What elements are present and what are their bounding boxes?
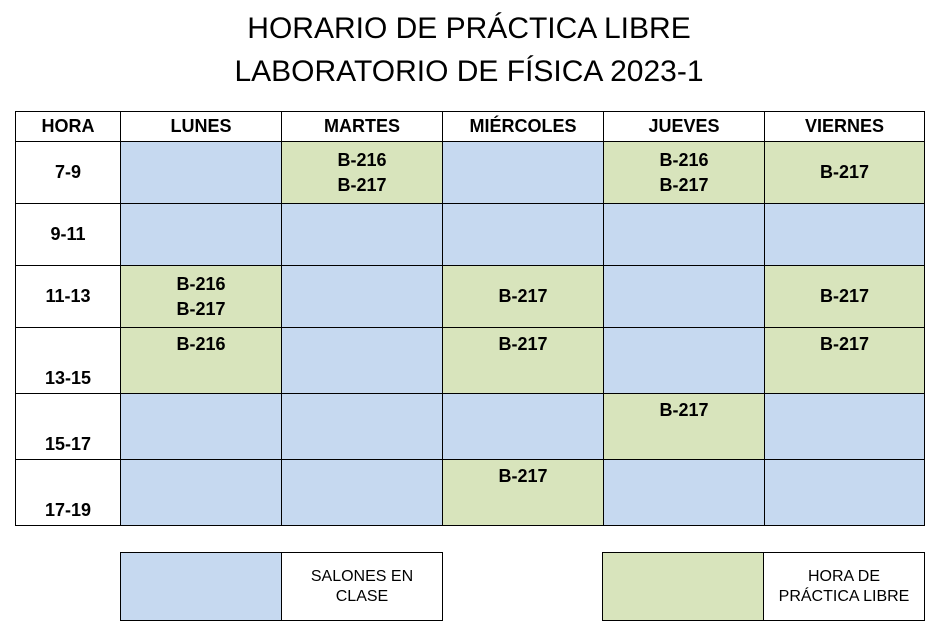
slot-martes-class [282, 460, 443, 526]
slot-lunes-class [121, 460, 282, 526]
room-label: B-216 [659, 149, 709, 170]
slot-jueves-free-practice [604, 394, 765, 460]
room-label: B-217 [498, 334, 548, 354]
slot-lunes-class [121, 204, 282, 266]
hour-cell: 13-15 [16, 328, 121, 394]
slot-lunes-class [121, 142, 282, 204]
header-miercoles: MIÉRCOLES [443, 112, 604, 142]
schedule-row [16, 328, 925, 394]
slot-martes-class [282, 266, 443, 328]
slot-miercoles-free-practice [443, 460, 604, 526]
room-label: B-217 [819, 162, 870, 182]
slot-jueves-class [604, 266, 765, 328]
slot-martes-class [282, 328, 443, 394]
hour-cell: 11-13 [16, 266, 121, 328]
slot-lunes-free-practice [121, 266, 282, 328]
room-label: B-216 [337, 149, 387, 170]
header-viernes: VIERNES [765, 112, 925, 142]
slot-viernes-class [765, 204, 925, 266]
room-label: B-217 [819, 334, 870, 354]
header-jueves: JUEVES [604, 112, 765, 142]
slot-jueves-free-practice [604, 142, 765, 204]
slot-viernes-free-practice [765, 328, 925, 394]
legend-free-label-line-2: PRÁCTICA LIBRE [778, 587, 910, 605]
slot-miercoles-class [443, 142, 604, 204]
slot-viernes-free-practice [765, 142, 925, 204]
slot-martes-free-practice [282, 142, 443, 204]
slot-miercoles-free-practice [443, 266, 604, 328]
hour-cell: 17-19 [16, 460, 121, 526]
schedule-row [16, 266, 925, 328]
room-label: B-217 [819, 286, 870, 306]
room-label: B-216 [176, 273, 226, 294]
title-line-1: HORARIO DE PRÁCTICA LIBRE [247, 12, 691, 45]
room-label: B-217 [498, 466, 548, 486]
header-row [16, 112, 925, 142]
slot-miercoles-class [443, 394, 604, 460]
hour-cell: 15-17 [16, 394, 121, 460]
schedule-row [16, 460, 925, 526]
header-martes: MARTES [282, 112, 443, 142]
title-line-2: LABORATORIO DE FÍSICA 2023-1 [234, 55, 704, 88]
header-hora: HORA [16, 112, 121, 142]
schedule-row [16, 142, 925, 204]
legend-free-swatch [603, 553, 764, 620]
room-label: B-217 [176, 298, 226, 319]
schedule-row [16, 204, 925, 266]
slot-viernes-class [765, 460, 925, 526]
legend-class-hours [120, 552, 443, 621]
slot-jueves-class [604, 328, 765, 394]
legend-class-label [282, 553, 442, 620]
room-label: B-217 [659, 174, 709, 195]
room-label: B-217 [659, 400, 709, 420]
legend-class-label-line-1: SALONES EN [310, 567, 414, 585]
slot-lunes-class [121, 394, 282, 460]
room-label: B-216 [176, 334, 226, 354]
legend-free-label [764, 553, 924, 620]
slot-lunes-free-practice [121, 328, 282, 394]
slot-martes-class [282, 204, 443, 266]
legend-free-practice [602, 552, 925, 621]
schedule-body [16, 142, 925, 526]
slot-viernes-class [765, 394, 925, 460]
slot-miercoles-class [443, 204, 604, 266]
slot-jueves-class [604, 204, 765, 266]
legend-free-label-line-1: HORA DE [807, 567, 880, 585]
slot-miercoles-free-practice [443, 328, 604, 394]
hour-cell: 7-9 [16, 142, 121, 204]
header-lunes: LUNES [121, 112, 282, 142]
schedule-row [16, 394, 925, 460]
hour-cell: 9-11 [16, 204, 121, 266]
schedule-table [15, 111, 925, 526]
legend-class-swatch [121, 553, 282, 620]
room-label: B-217 [498, 286, 548, 306]
legend-class-label-line-2: CLASE [335, 587, 389, 605]
slot-viernes-free-practice [765, 266, 925, 328]
slot-jueves-class [604, 460, 765, 526]
slot-martes-class [282, 394, 443, 460]
room-label: B-217 [337, 174, 387, 195]
